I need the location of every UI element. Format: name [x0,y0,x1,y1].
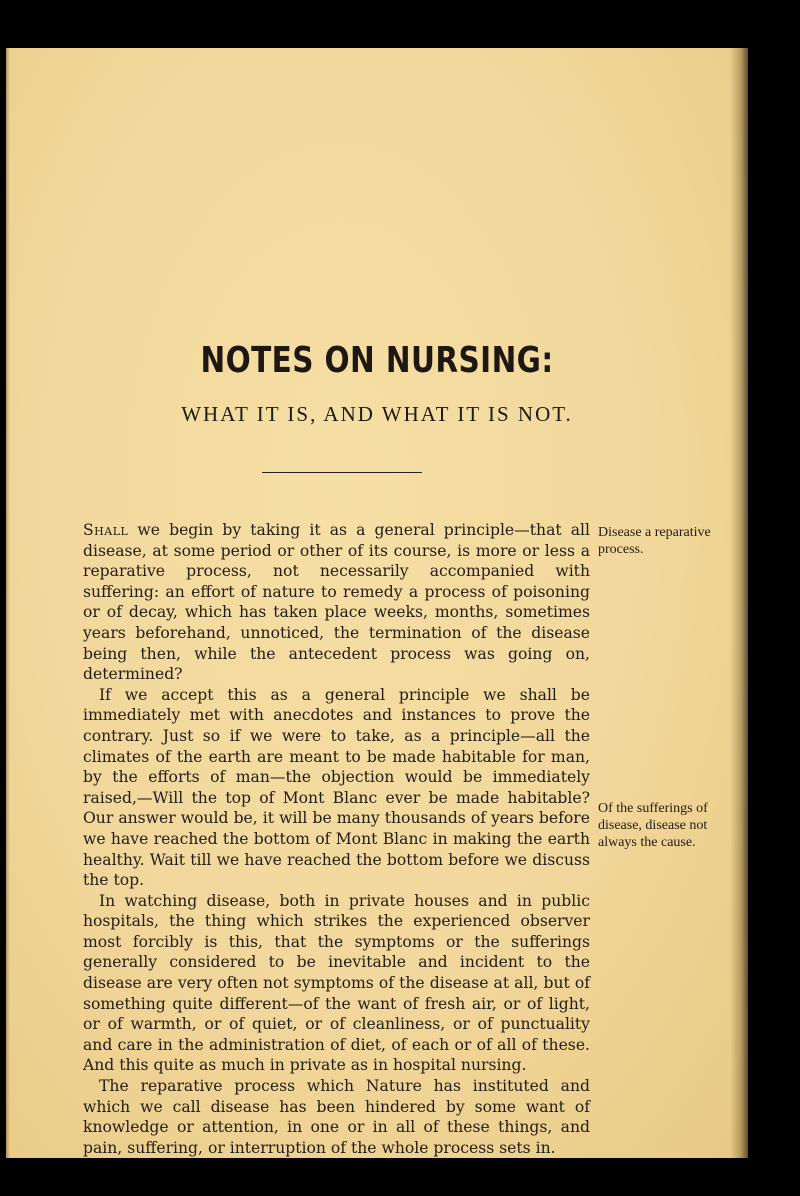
paragraph-3: In watching disease, both in private houses and in public hospitals, the thing which strikes the experienced observer most forcibly is this, that the symptoms or the sufferings generally considered to be inevitable and incident to the disease are very often not symptoms of the disease at all, but of something quite different—of the want of fresh air, or of light, or of warmth, or of quiet, or of cleanliness, or of punctuality and care in the administration of diet, of each or of all of these. And this quite as much in private as in hospital nursing. [83,891,590,1075]
book-page [6,48,748,1158]
title-divider [262,472,422,473]
paragraph-2: If we accept this as a general principle we shall be immediately met with anecdotes and instances to prove the contrary. Just so if we were to take, as a principle—all the climates of the earth are meant to be made habitable for man, by the efforts of man—the objection would be immediately raised,—Will the top of Mont Blanc ever be made habitable? Our answer would be, it will be many thousands of years before we have reached the bottom of Mont Blanc in making the earth healthy. Wait till we have reached the bottom before we discuss the top. [83,685,590,890]
margin-note-sufferings: Of the sufferings of disease, disease not always the cause. [598,801,708,850]
opening-word: Shall [83,521,129,539]
page-subtitle: WHAT IT IS, AND WHAT IT IS NOT. [181,402,573,426]
paragraph-1 [83,520,590,685]
body-text [83,520,590,1158]
paragraph-1-text: we begin by taking it as a general principle—that all disease, at some period or other of its course, is more or less a reparative process, not necessarily accompanied with suffering: an effort of nature to remedy a process of poisoning or of decay, which has taken place weeks, months, sometimes years beforehand, unnoticed, the termination of the disease being then, while the antecedent process was going on, determined? [83,521,590,684]
paragraph-4: The reparative process which Nature has instituted and which we call disease has been hindered by some want of knowledge or attention, in one or in all of these things, and pain, suffering, or interruption of the whole process sets in. [83,1077,590,1157]
book-spine-shadow [730,48,748,1158]
page-left-edge [6,48,10,1158]
page-title: NOTES ON NURSING: [200,340,554,381]
margin-note-disease-reparative: Disease a reparative process. [598,525,711,557]
